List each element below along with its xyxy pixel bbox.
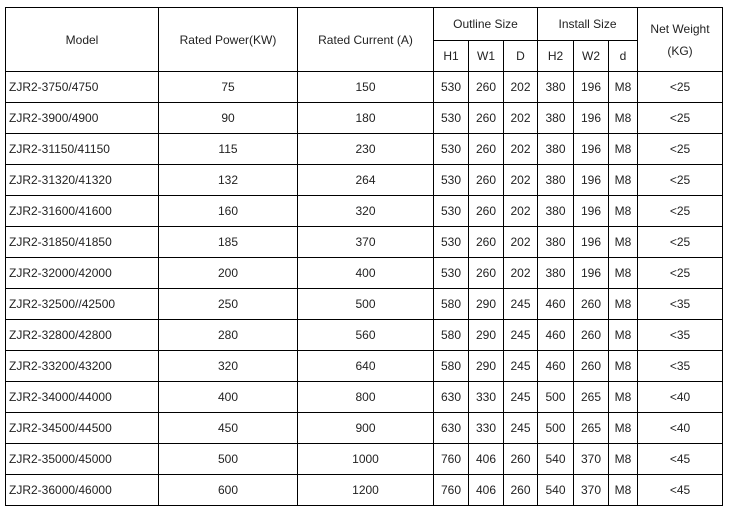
- header-rated-current: Rated Current (A): [298, 8, 434, 72]
- cell-h1: 530: [434, 196, 469, 227]
- header-model: Model: [6, 8, 159, 72]
- cell-h2: 380: [538, 103, 574, 134]
- cell-net-weight: <40: [638, 382, 723, 413]
- cell-d-upper: 245: [504, 382, 538, 413]
- header-w1: W1: [469, 41, 504, 72]
- cell-w1: 260: [469, 103, 504, 134]
- cell-d-lower: M8: [609, 444, 638, 475]
- cell-model: ZJR2-31320/41320: [6, 165, 159, 196]
- cell-w2: 196: [574, 72, 609, 103]
- cell-rated-power: 320: [159, 351, 298, 382]
- header-h1: H1: [434, 41, 469, 72]
- cell-w2: 260: [574, 351, 609, 382]
- header-d-lower: d: [609, 41, 638, 72]
- cell-net-weight: <25: [638, 258, 723, 289]
- cell-rated-current: 320: [298, 196, 434, 227]
- cell-rated-current: 500: [298, 289, 434, 320]
- spec-table-container: [5, 7, 723, 506]
- cell-rated-power: 200: [159, 258, 298, 289]
- table-row: [6, 475, 723, 506]
- cell-d-upper: 202: [504, 258, 538, 289]
- cell-d-lower: M8: [609, 165, 638, 196]
- table-row: [6, 134, 723, 165]
- cell-w2: 196: [574, 196, 609, 227]
- cell-h1: 530: [434, 134, 469, 165]
- table-row: [6, 103, 723, 134]
- cell-h2: 380: [538, 134, 574, 165]
- cell-rated-current: 640: [298, 351, 434, 382]
- header-w2: W2: [574, 41, 609, 72]
- cell-h1: 580: [434, 351, 469, 382]
- table-row: [6, 165, 723, 196]
- cell-w2: 196: [574, 227, 609, 258]
- cell-rated-current: 264: [298, 165, 434, 196]
- cell-h1: 530: [434, 72, 469, 103]
- cell-d-upper: 202: [504, 103, 538, 134]
- cell-h1: 530: [434, 103, 469, 134]
- cell-net-weight: <25: [638, 196, 723, 227]
- cell-h1: 530: [434, 165, 469, 196]
- cell-model: ZJR2-32800/42800: [6, 320, 159, 351]
- cell-net-weight: <45: [638, 444, 723, 475]
- cell-d-upper: 202: [504, 196, 538, 227]
- cell-rated-current: 800: [298, 382, 434, 413]
- cell-model: ZJR2-31150/41150: [6, 134, 159, 165]
- cell-h2: 540: [538, 475, 574, 506]
- cell-h2: 380: [538, 196, 574, 227]
- cell-net-weight: <25: [638, 72, 723, 103]
- cell-rated-power: 280: [159, 320, 298, 351]
- cell-w1: 260: [469, 72, 504, 103]
- cell-w2: 370: [574, 475, 609, 506]
- cell-rated-current: 230: [298, 134, 434, 165]
- cell-model: ZJR2-31850/41850: [6, 227, 159, 258]
- cell-w2: 370: [574, 444, 609, 475]
- table-row: [6, 289, 723, 320]
- cell-d-upper: 245: [504, 413, 538, 444]
- cell-net-weight: <25: [638, 134, 723, 165]
- cell-d-upper: 202: [504, 227, 538, 258]
- header-rated-power: Rated Power(KW): [159, 8, 298, 72]
- cell-w1: 330: [469, 413, 504, 444]
- cell-rated-power: 90: [159, 103, 298, 134]
- cell-rated-power: 600: [159, 475, 298, 506]
- cell-h1: 630: [434, 382, 469, 413]
- cell-d-lower: M8: [609, 134, 638, 165]
- cell-w1: 260: [469, 134, 504, 165]
- cell-d-lower: M8: [609, 196, 638, 227]
- cell-h2: 500: [538, 413, 574, 444]
- cell-net-weight: <35: [638, 289, 723, 320]
- header-row-top: [6, 8, 723, 41]
- cell-d-upper: 202: [504, 165, 538, 196]
- cell-h1: 530: [434, 258, 469, 289]
- header-install-size: Install Size: [538, 8, 638, 41]
- cell-d-lower: M8: [609, 258, 638, 289]
- cell-rated-power: 75: [159, 72, 298, 103]
- cell-d-lower: M8: [609, 320, 638, 351]
- table-row: [6, 413, 723, 444]
- cell-h1: 760: [434, 444, 469, 475]
- cell-h1: 630: [434, 413, 469, 444]
- table-row: [6, 382, 723, 413]
- cell-h2: 460: [538, 320, 574, 351]
- table-row: [6, 72, 723, 103]
- header-outline-size: Outline Size: [434, 8, 538, 41]
- cell-w2: 260: [574, 320, 609, 351]
- cell-rated-current: 1200: [298, 475, 434, 506]
- cell-h1: 580: [434, 289, 469, 320]
- cell-w2: 265: [574, 382, 609, 413]
- cell-d-lower: M8: [609, 72, 638, 103]
- header-net-weight-line1: Net Weight: [650, 21, 710, 36]
- cell-rated-power: 160: [159, 196, 298, 227]
- header-net-weight: [638, 8, 723, 72]
- cell-model: ZJR2-32500//42500: [6, 289, 159, 320]
- cell-model: ZJR2-3750/4750: [6, 72, 159, 103]
- cell-w1: 260: [469, 196, 504, 227]
- cell-net-weight: <35: [638, 351, 723, 382]
- cell-rated-current: 400: [298, 258, 434, 289]
- cell-h2: 380: [538, 258, 574, 289]
- cell-rated-power: 400: [159, 382, 298, 413]
- cell-h2: 540: [538, 444, 574, 475]
- table-row: [6, 320, 723, 351]
- cell-w1: 406: [469, 475, 504, 506]
- cell-rated-power: 250: [159, 289, 298, 320]
- cell-w1: 260: [469, 258, 504, 289]
- cell-w2: 196: [574, 258, 609, 289]
- cell-w1: 290: [469, 289, 504, 320]
- cell-model: ZJR2-3900/4900: [6, 103, 159, 134]
- cell-w2: 260: [574, 289, 609, 320]
- cell-d-lower: M8: [609, 289, 638, 320]
- cell-rated-power: 450: [159, 413, 298, 444]
- table-body: [6, 72, 723, 506]
- cell-d-lower: M8: [609, 351, 638, 382]
- cell-h2: 460: [538, 289, 574, 320]
- cell-w1: 406: [469, 444, 504, 475]
- cell-model: ZJR2-34000/44000: [6, 382, 159, 413]
- table-row: [6, 351, 723, 382]
- cell-h1: 530: [434, 227, 469, 258]
- cell-d-lower: M8: [609, 382, 638, 413]
- cell-w1: 260: [469, 227, 504, 258]
- cell-d-lower: M8: [609, 103, 638, 134]
- cell-d-lower: M8: [609, 475, 638, 506]
- cell-d-upper: 245: [504, 351, 538, 382]
- cell-rated-current: 900: [298, 413, 434, 444]
- cell-rated-current: 370: [298, 227, 434, 258]
- cell-h2: 380: [538, 165, 574, 196]
- cell-h2: 380: [538, 227, 574, 258]
- cell-d-upper: 245: [504, 289, 538, 320]
- cell-net-weight: <40: [638, 413, 723, 444]
- cell-h1: 760: [434, 475, 469, 506]
- cell-h1: 580: [434, 320, 469, 351]
- cell-rated-power: 185: [159, 227, 298, 258]
- cell-net-weight: <45: [638, 475, 723, 506]
- cell-model: ZJR2-33200/43200: [6, 351, 159, 382]
- cell-rated-current: 150: [298, 72, 434, 103]
- cell-h2: 460: [538, 351, 574, 382]
- cell-d-lower: M8: [609, 413, 638, 444]
- cell-rated-current: 180: [298, 103, 434, 134]
- cell-model: ZJR2-31600/41600: [6, 196, 159, 227]
- cell-w1: 290: [469, 351, 504, 382]
- cell-rated-power: 115: [159, 134, 298, 165]
- cell-net-weight: <25: [638, 103, 723, 134]
- header-net-weight-line2: (KG): [667, 43, 693, 58]
- cell-rated-power: 500: [159, 444, 298, 475]
- table-row: [6, 227, 723, 258]
- spec-table: [5, 7, 723, 506]
- cell-d-upper: 260: [504, 444, 538, 475]
- cell-h2: 380: [538, 72, 574, 103]
- cell-model: ZJR2-34500/44500: [6, 413, 159, 444]
- header-h2: H2: [538, 41, 574, 72]
- cell-w2: 196: [574, 165, 609, 196]
- cell-rated-current: 1000: [298, 444, 434, 475]
- cell-net-weight: <25: [638, 165, 723, 196]
- cell-rated-power: 132: [159, 165, 298, 196]
- cell-d-upper: 202: [504, 72, 538, 103]
- cell-w2: 196: [574, 134, 609, 165]
- cell-w1: 330: [469, 382, 504, 413]
- cell-model: ZJR2-35000/45000: [6, 444, 159, 475]
- cell-d-upper: 260: [504, 475, 538, 506]
- cell-w1: 260: [469, 165, 504, 196]
- cell-model: ZJR2-36000/46000: [6, 475, 159, 506]
- cell-model: ZJR2-32000/42000: [6, 258, 159, 289]
- table-row: [6, 258, 723, 289]
- cell-w1: 290: [469, 320, 504, 351]
- cell-d-upper: 202: [504, 134, 538, 165]
- cell-rated-current: 560: [298, 320, 434, 351]
- cell-net-weight: <35: [638, 320, 723, 351]
- table-row: [6, 196, 723, 227]
- cell-w2: 196: [574, 103, 609, 134]
- table-row: [6, 444, 723, 475]
- header-d-upper: D: [504, 41, 538, 72]
- cell-net-weight: <25: [638, 227, 723, 258]
- cell-d-lower: M8: [609, 227, 638, 258]
- cell-w2: 265: [574, 413, 609, 444]
- cell-h2: 500: [538, 382, 574, 413]
- cell-d-upper: 245: [504, 320, 538, 351]
